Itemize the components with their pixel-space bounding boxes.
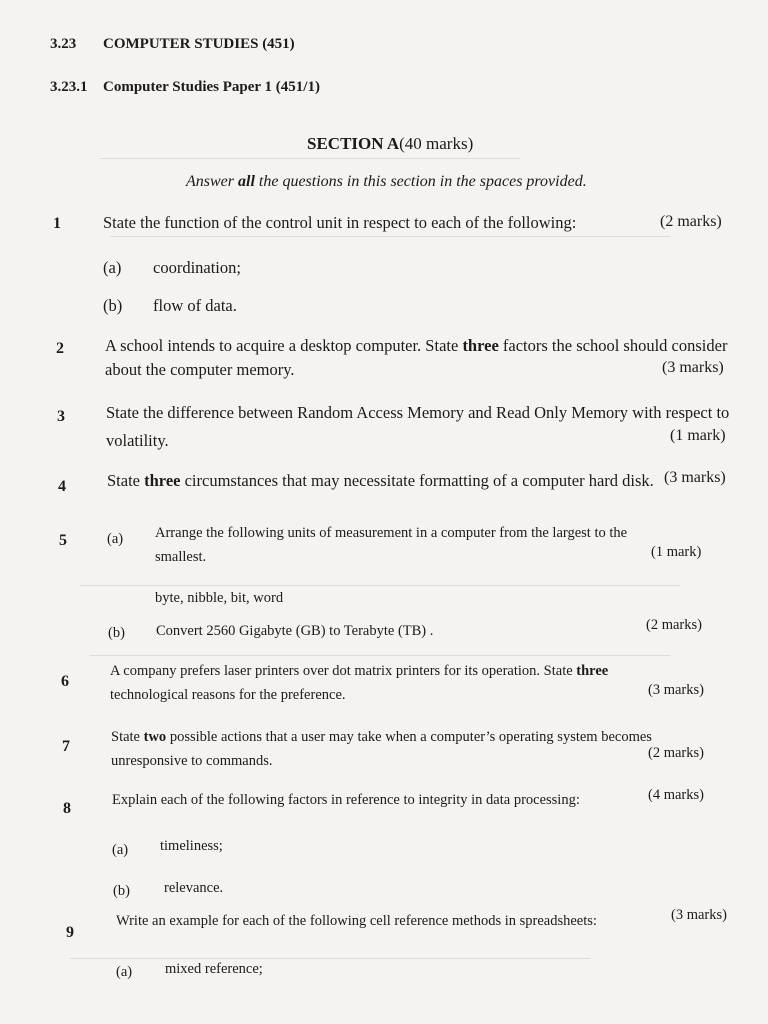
question-8b-label: (b) xyxy=(113,883,130,899)
section-instruction xyxy=(186,173,587,191)
question-1b-label: (b) xyxy=(103,296,123,315)
question-2-marks: (3 marks) xyxy=(662,359,724,376)
question-7-line-1 xyxy=(111,729,652,746)
bleed-through-line xyxy=(110,236,670,237)
question-4-text-part: circumstances that may necessitate formatting of a computer hard disk. xyxy=(180,471,654,490)
question-9a-text: mixed reference; xyxy=(165,961,263,977)
question-2-emphasis: three xyxy=(462,336,499,355)
question-8-marks: (4 marks) xyxy=(648,787,704,803)
paper-number: 3.23.1 xyxy=(50,79,88,95)
question-5b-marks: (2 marks) xyxy=(646,617,702,633)
question-5a-marks: (1 mark) xyxy=(651,544,702,560)
question-8a-text: timeliness; xyxy=(160,838,223,854)
question-3-number: 3 xyxy=(57,408,65,425)
bleed-through-line xyxy=(100,158,520,159)
paper-heading: Computer Studies Paper 1 (451/1) xyxy=(103,79,320,95)
question-9a-label: (a) xyxy=(116,964,133,980)
instruction-text: Answer xyxy=(186,173,238,190)
question-1-number: 1 xyxy=(53,215,61,232)
question-1b-text: flow of data. xyxy=(153,296,237,315)
question-4-text xyxy=(107,471,654,491)
question-8b-text: relevance. xyxy=(164,880,224,896)
question-9-text: Write an example for each of the following cell reference methods in spreadsheets: xyxy=(116,913,597,929)
section-label: SECTION A xyxy=(307,134,400,153)
instruction-text: the questions in this section in the spaces provided. xyxy=(254,173,587,190)
question-9-marks: (3 marks) xyxy=(671,907,727,923)
question-8-number: 8 xyxy=(63,800,71,817)
question-6-number: 6 xyxy=(61,673,69,690)
question-5a-line-1: Arrange the following units of measurement in a computer from the largest to the xyxy=(155,525,628,541)
question-6-marks: (3 marks) xyxy=(648,682,704,698)
instruction-emphasis: all xyxy=(238,173,255,190)
question-9-number: 9 xyxy=(66,924,74,941)
question-6-line-1 xyxy=(110,663,608,680)
question-1a-text: coordination; xyxy=(153,258,241,277)
question-7-text: State xyxy=(111,729,144,745)
question-1a-label: (a) xyxy=(103,258,122,277)
question-8-text: Explain each of the following factors in reference to integrity in data processing: xyxy=(112,792,580,808)
question-5a-label: (a) xyxy=(107,531,124,547)
bleed-through-line xyxy=(70,958,590,959)
section-title xyxy=(307,134,473,154)
question-5b-label: (b) xyxy=(108,625,125,641)
section-marks: (40 marks) xyxy=(399,134,474,153)
question-4-number: 4 xyxy=(58,478,66,495)
question-7-marks: (2 marks) xyxy=(648,745,704,761)
question-7-line-2: unresponsive to commands. xyxy=(111,753,273,769)
question-5a-units: byte, nibble, bit, word xyxy=(155,590,284,606)
question-1-text: State the function of the control unit in respect to each of the following: xyxy=(103,213,577,232)
question-6-emphasis: three xyxy=(576,663,609,679)
question-7-emphasis: two xyxy=(143,729,167,745)
question-4-text-part: State xyxy=(107,471,145,490)
question-2-line-2: about the computer memory. xyxy=(105,360,295,379)
bleed-through-line xyxy=(80,585,680,586)
question-4-emphasis: three xyxy=(144,471,181,490)
question-1-marks: (2 marks) xyxy=(660,213,722,230)
question-3-line-2: volatility. xyxy=(106,431,169,450)
question-2-text: A school intends to acquire a desktop computer. State xyxy=(105,336,463,355)
question-5-number: 5 xyxy=(59,532,67,549)
question-6-text: A company prefers laser printers over dot matrix printers for its operation. State xyxy=(110,663,577,679)
question-4-marks: (3 marks) xyxy=(664,469,726,486)
bleed-through-line xyxy=(90,655,670,656)
question-3-marks: (1 mark) xyxy=(670,427,726,444)
question-5b-text: Convert 2560 Gigabyte (GB) to Terabyte (TB) . xyxy=(156,623,434,639)
question-2-number: 2 xyxy=(56,340,64,357)
section-heading: COMPUTER STUDIES (451) xyxy=(103,36,295,52)
question-7-text: possible actions that a user may take when a computer’s operating system becomes xyxy=(166,729,652,745)
question-2-line-1 xyxy=(105,336,727,356)
question-7-number: 7 xyxy=(62,738,70,755)
question-6-line-2: technological reasons for the preference. xyxy=(110,687,346,703)
question-3-line-1: State the difference between Random Access Memory and Read Only Memory with respect to xyxy=(106,403,730,422)
question-8a-label: (a) xyxy=(112,842,129,858)
question-2-text: factors the school should consider xyxy=(498,336,728,355)
question-5a-line-2: smallest. xyxy=(155,549,207,565)
section-number: 3.23 xyxy=(50,36,77,52)
